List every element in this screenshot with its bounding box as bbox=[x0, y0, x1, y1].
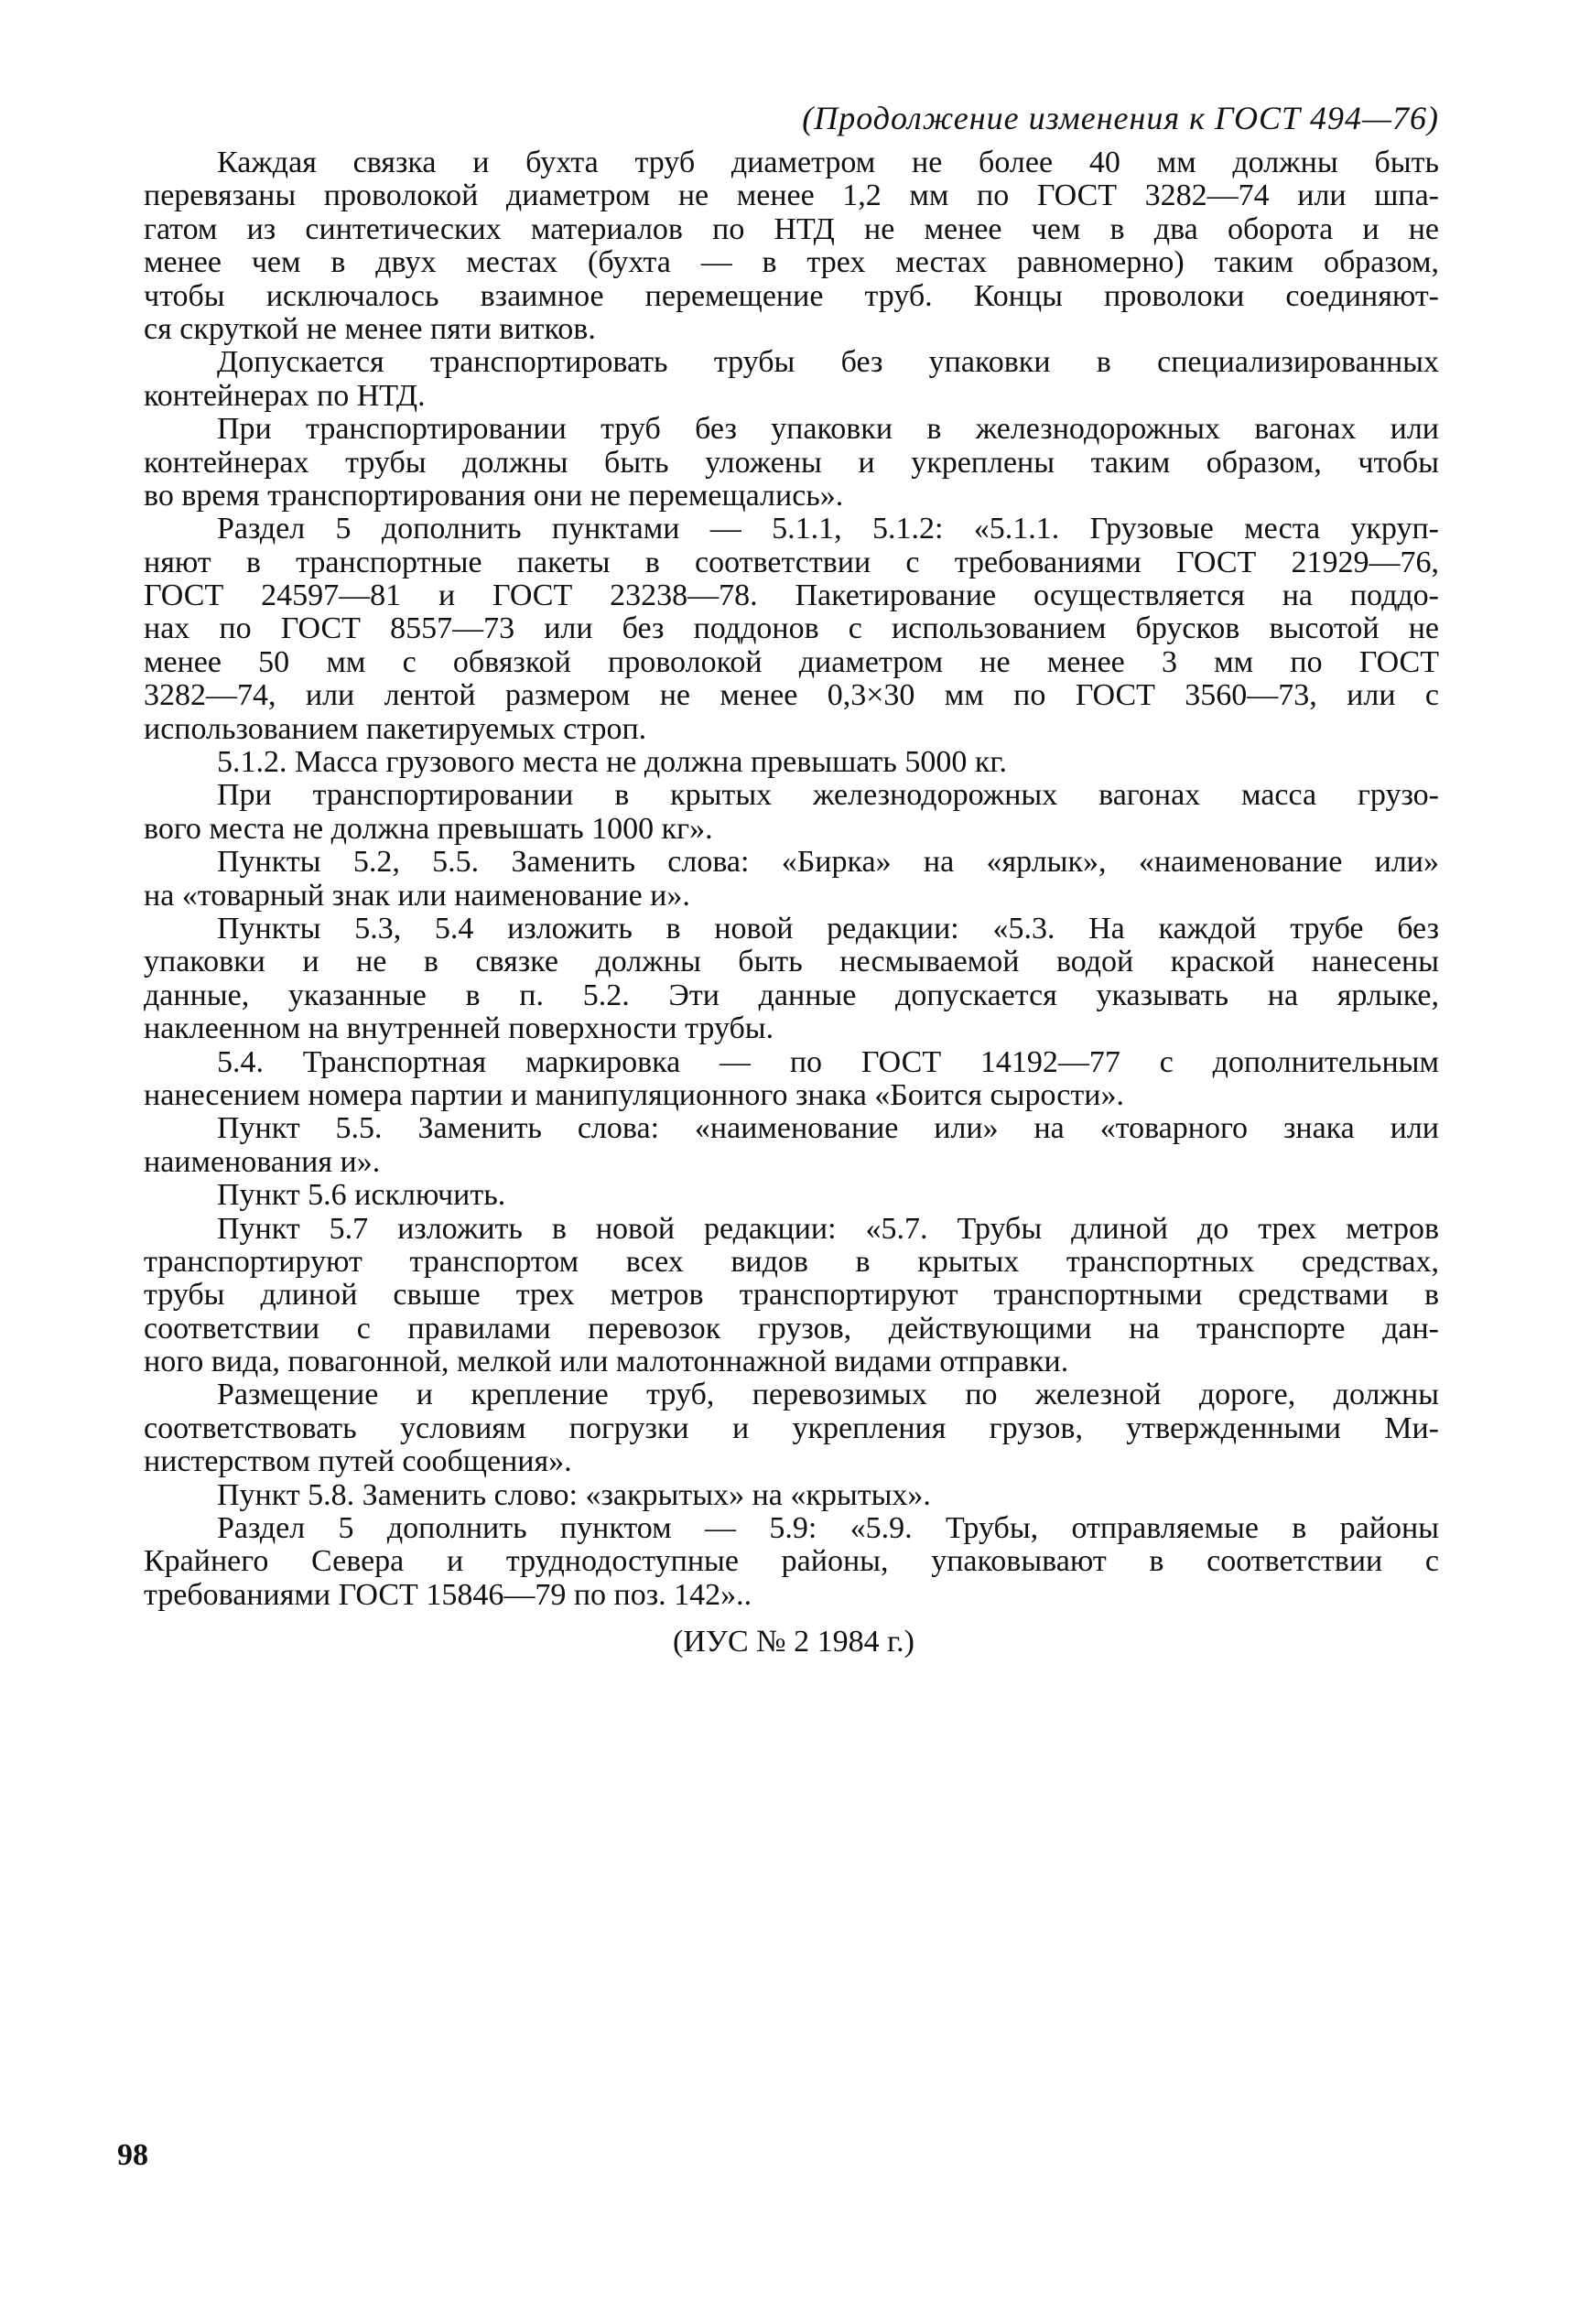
paragraph bbox=[144, 1179, 1439, 1212]
text-line: соответствовать условиям погрузки и укрепления грузов, утвержденными Ми- bbox=[144, 1411, 1439, 1445]
paragraph bbox=[144, 1046, 1439, 1113]
text-line: ГОСТ 24597—81 и ГОСТ 23238—78. Пакетирование осуществляется на поддо- bbox=[144, 578, 1439, 613]
text-line: менее 50 мм с обвязкой проволокой диаметром не менее 3 мм по ГОСТ bbox=[144, 644, 1439, 679]
text-line: на «товарный знак или наименование и». bbox=[144, 878, 690, 913]
text-line: нах по ГОСТ 8557—73 или без поддонов с использованием брусков высотой не bbox=[144, 611, 1439, 646]
text-line: При транспортировании в крытых железнодорожных вагонах масса грузо- bbox=[217, 778, 1439, 813]
text-line: транспортируют транспортом всех видов в крытых транспортных средствах, bbox=[144, 1244, 1439, 1279]
text-line: Пункт 5.8. Заменить слово: «закрытых» на «крытых». bbox=[217, 1477, 931, 1512]
publication-reference: (ИУС № 2 1984 г.) bbox=[673, 1625, 914, 1659]
text-line: использованием пакетируемых строп. bbox=[144, 711, 647, 746]
paragraph bbox=[144, 746, 1439, 779]
text-line: 5.4. Транспортная маркировка — по ГОСТ 14192—77 с дополнительным bbox=[217, 1044, 1439, 1079]
text-line: упаковки и не в связке должны быть несмываемой водой краской нанесены bbox=[144, 945, 1439, 979]
text-line: Раздел 5 дополнить пунктами — 5.1.1, 5.1.2: «5.1.1. Грузовые места укруп- bbox=[217, 512, 1439, 546]
text-line: Размещение и крепление труб, перевозимых по железной дороге, должны bbox=[217, 1378, 1439, 1412]
paragraph bbox=[144, 146, 1439, 346]
text-line: перевязаны проволокой диаметром не менее 1,2 мм по ГОСТ 3282—74 или шпа- bbox=[144, 178, 1439, 213]
text-line: 3282—74, или лентой размером не менее 0,3×30 мм по ГОСТ 3560—73, или с bbox=[144, 678, 1439, 713]
text-line: Крайнего Севера и труднодоступные районы, упаковывают в соответствии с bbox=[144, 1544, 1439, 1579]
text-line: гатом из синтетических материалов по НТД не менее чем в два оборота и не bbox=[144, 211, 1439, 246]
text-line: 5.1.2. Масса грузового места не должна превышать 5000 кг. bbox=[217, 745, 1008, 780]
text-line: чтобы исключалось взаимное перемещение труб. Концы проволоки соединяют- bbox=[144, 278, 1439, 313]
text-line: наклеенном на внутренней поверхности трубы. bbox=[144, 1011, 774, 1046]
text-line: контейнерах по НТД. bbox=[144, 378, 426, 413]
paragraph bbox=[144, 346, 1439, 413]
text-line: Допускается транспортировать трубы без упаковки в специализированных bbox=[217, 345, 1439, 380]
text-line: вого места не должна превышать 1000 кг». bbox=[144, 811, 713, 846]
text-line: во время транспортирования они не перемещались». bbox=[144, 478, 844, 513]
text-line: Пункт 5.6 исключить. bbox=[217, 1178, 506, 1213]
text-line: контейнерах трубы должны быть уложены и укреплены таким образом, чтобы bbox=[144, 445, 1439, 480]
paragraph bbox=[144, 1479, 1439, 1512]
paragraph bbox=[144, 413, 1439, 513]
text-line: няют в транспортные пакеты в соответствии с требованиями ГОСТ 21929—76, bbox=[144, 545, 1439, 579]
document-body bbox=[144, 146, 1439, 1612]
text-line: менее чем в двух местах (бухта — в трех местах равномерно) таким образом, bbox=[144, 245, 1439, 280]
paragraph bbox=[144, 1112, 1439, 1179]
text-line: данные, указанные в п. 5.2. Эти данные допускается указывать на ярлыке, bbox=[144, 978, 1439, 1012]
text-line: требованиями ГОСТ 15846—79 по поз. 142».. bbox=[144, 1577, 752, 1612]
paragraph bbox=[144, 1378, 1439, 1478]
text-line: Каждая связка и бухта труб диаметром не более 40 мм должны быть bbox=[217, 146, 1439, 179]
text-line: нистерством путей сообщения». bbox=[144, 1444, 572, 1479]
text-line: Пункты 5.3, 5.4 изложить в новой редакции: «5.3. На каждой трубе без bbox=[217, 911, 1439, 946]
paragraph bbox=[144, 1512, 1439, 1612]
paragraph bbox=[144, 913, 1439, 1046]
paragraph bbox=[144, 779, 1439, 846]
text-line: нанесением номера партии и манипуляционного знака «Боится сырости». bbox=[144, 1077, 1124, 1112]
paragraph bbox=[144, 1213, 1439, 1379]
page-number: 98 bbox=[117, 2138, 148, 2172]
paragraph bbox=[144, 513, 1439, 746]
text-line: трубы длиной свыше трех метров транспортируют транспортными средствами в bbox=[144, 1278, 1439, 1313]
text-line: ного вида, повагонной, мелкой или малотоннажной видами отправки. bbox=[144, 1345, 1069, 1379]
text-line: Пункт 5.7 изложить в новой редакции: «5.7. Трубы длиной до трех метров bbox=[217, 1211, 1439, 1246]
page-header: (Продолжение изменения к ГОСТ 494—76) bbox=[802, 100, 1439, 136]
text-line: соответствии с правилами перевозок грузов, действующими на транспорте дан- bbox=[144, 1311, 1439, 1346]
text-line: При транспортировании труб без упаковки в железнодорожных вагонах или bbox=[217, 412, 1439, 447]
text-line: Пункт 5.5. Заменить слова: «наименование или» на «товарного знака или bbox=[217, 1111, 1439, 1146]
text-line: ся скруткой не менее пяти витков. bbox=[144, 311, 596, 346]
text-line: Пункты 5.2, 5.5. Заменить слова: «Бирка» на «ярлык», «наименование или» bbox=[217, 845, 1439, 880]
paragraph bbox=[144, 846, 1439, 913]
text-line: Раздел 5 дополнить пунктом — 5.9: «5.9. Трубы, отправляемые в районы bbox=[217, 1511, 1439, 1546]
text-line: наименования и». bbox=[144, 1144, 381, 1179]
